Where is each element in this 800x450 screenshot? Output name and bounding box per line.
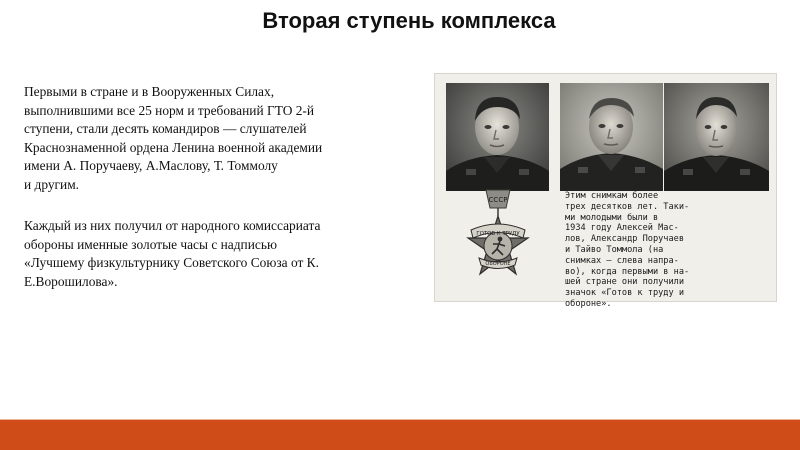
newspaper-clipping-image xyxy=(434,73,777,309)
gto-badge-icon xyxy=(457,186,539,296)
portrait-1-image xyxy=(446,83,549,191)
portrait-maslov xyxy=(446,83,549,191)
caption-line: обороне». xyxy=(565,298,612,309)
caption-line: шей стране они получили xyxy=(565,277,684,288)
caption-line: Этим снимкам более xyxy=(565,191,659,201)
photo-caption xyxy=(565,191,771,309)
caption-line: ми молодыми были в xyxy=(565,212,659,223)
badge-bottom-text: ОБОРОНЕ xyxy=(485,261,511,267)
caption-line: снимках — слева напра- xyxy=(565,255,679,266)
paragraph-line: выполнившими все 25 норм и требований ГТО 2-й xyxy=(24,102,315,118)
caption-line: 1934 году Алексей Мас- xyxy=(565,223,679,234)
portrait-poruchaev xyxy=(560,83,663,191)
paragraph-line: Е.Ворошилова». xyxy=(24,273,118,289)
badge-top-text: СССР xyxy=(488,196,508,204)
gto-badge-drawing xyxy=(457,186,539,296)
caption-line: во), когда первыми в на- xyxy=(565,266,690,277)
paragraph-line: Каждый из них получил от народного комиссариата xyxy=(24,218,321,233)
paragraph-line: Краснознаменной ордена Ленина военной академии xyxy=(24,139,323,155)
paragraph-line: «Лучшему физкультурнику Советского Союза от К. xyxy=(24,255,319,271)
caption-line: значок «Готов к труду и xyxy=(565,288,684,299)
paragraph-line: обороны именные золотые часы с надписью xyxy=(24,236,277,252)
caption-line: лов, Александр Поручаев xyxy=(565,234,684,245)
portrait-tommola xyxy=(664,83,769,191)
paragraph-award xyxy=(24,217,410,291)
footer-bar xyxy=(0,420,800,450)
paragraph-first-finishers xyxy=(24,83,410,195)
paragraph-line: ступени, стали десять командиров — слушателей xyxy=(24,121,307,137)
portrait-3-image xyxy=(664,83,769,191)
paragraph-line: имени А. Поручаеву, А.Маслову, Т. Томмолу xyxy=(24,158,278,174)
slide-title: Вторая ступень комплекса xyxy=(262,8,556,33)
badge-ribbon-text: ГОТОВ К ТРУДУ xyxy=(476,231,520,237)
paragraph-line: и другим. xyxy=(24,176,80,192)
portrait-2-image xyxy=(560,83,663,191)
caption-line: и Тайво Томмола (на xyxy=(565,244,664,255)
caption-line: трех десятков лет. Таки- xyxy=(565,201,690,212)
paragraph-line: Первыми в стране и в Вооруженных Силах, xyxy=(24,84,275,99)
